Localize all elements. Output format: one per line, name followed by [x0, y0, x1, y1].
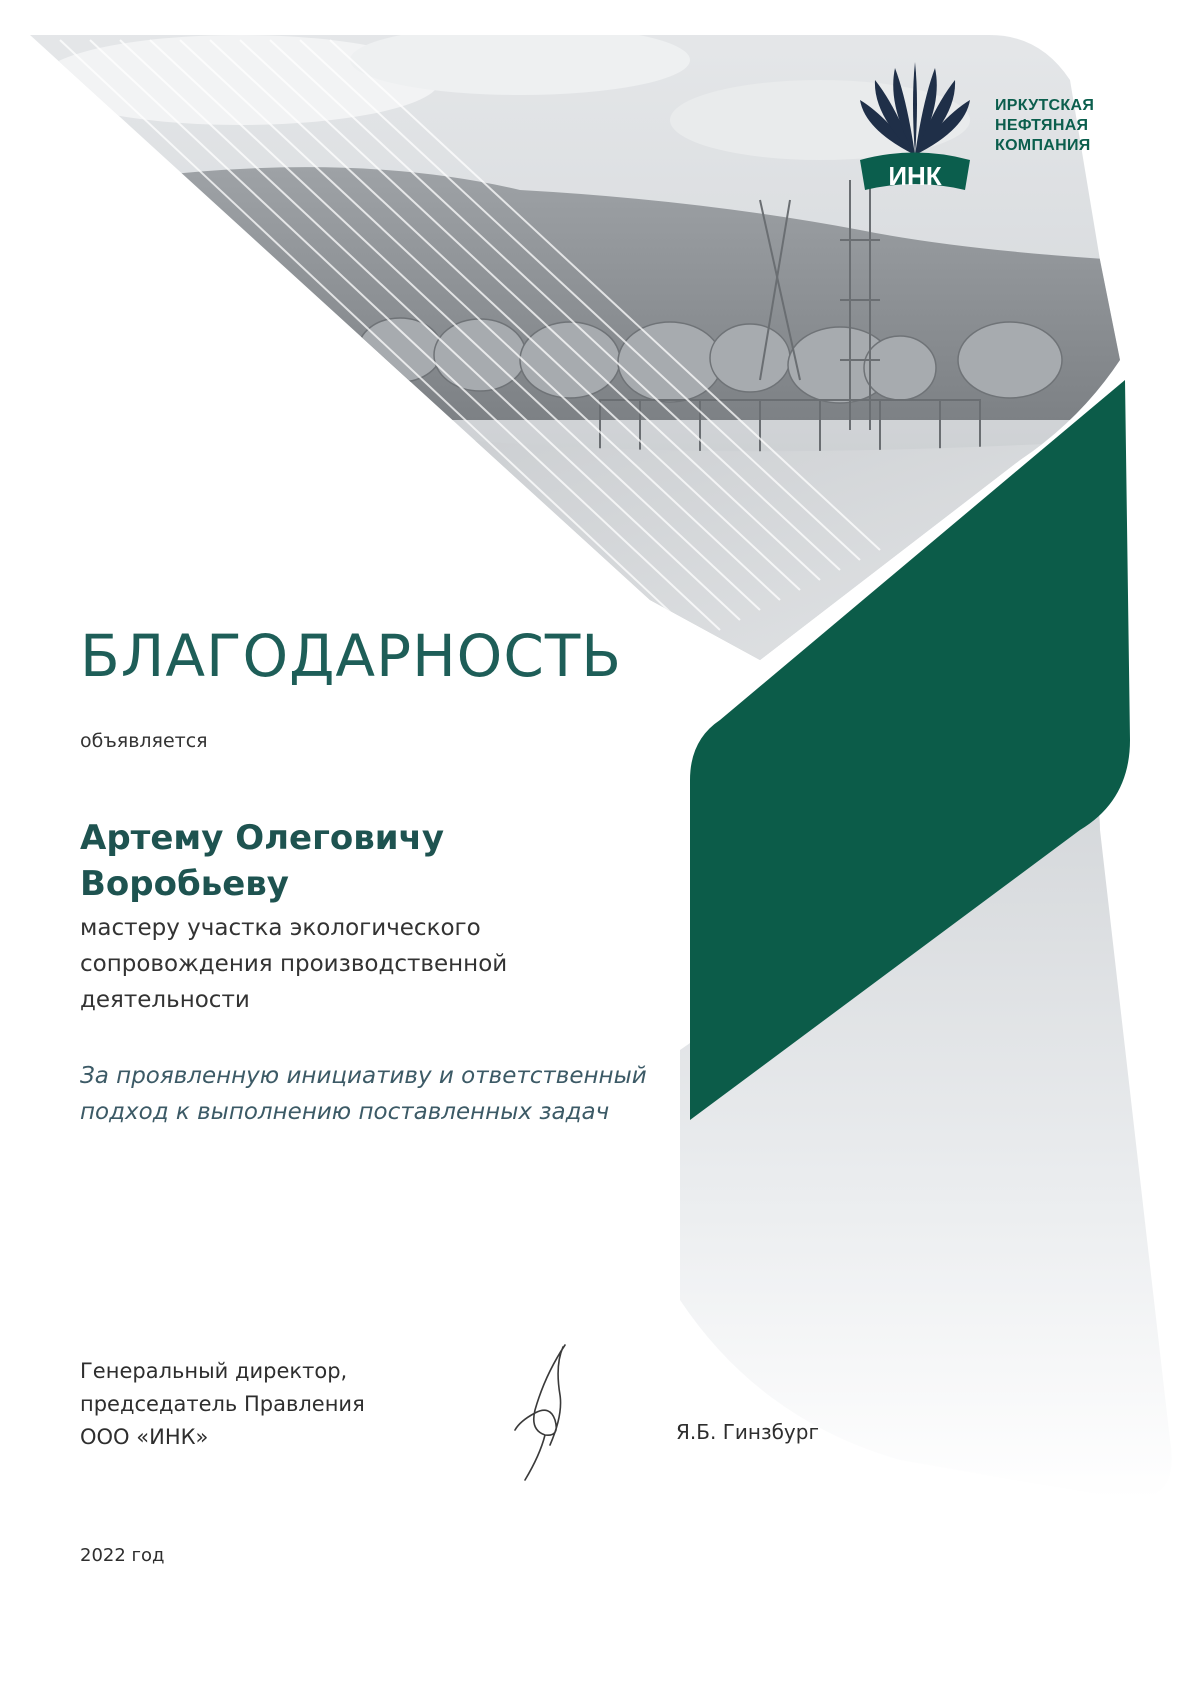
declared-text: объявляется — [80, 730, 208, 752]
reason-line-2: подход к выполнению поставленных задач — [80, 1099, 610, 1125]
recipient-name-line-1: Артему Олеговичу — [80, 818, 445, 858]
signatory-title-line-3: ООО «ИНК» — [80, 1425, 209, 1449]
company-name-line-3: КОМПАНИЯ — [995, 137, 1091, 154]
logo-abbr: ИНК — [888, 161, 942, 191]
company-name-line-1: ИРКУТСКАЯ — [995, 97, 1095, 114]
document-title: БЛАГОДАРНОСТЬ — [80, 622, 623, 690]
document-year: 2022 год — [80, 1545, 165, 1566]
position-line-2: сопровождения производственной — [80, 951, 508, 977]
signatory-title-line-2: председатель Правления — [80, 1392, 365, 1416]
reason-line-1: За проявленную инициативу и ответственный — [80, 1063, 647, 1089]
recipient-name-line-2: Воробьеву — [80, 864, 289, 904]
award-reason — [80, 1058, 680, 1130]
signatory-name: Я.Б. Гинзбург — [676, 1420, 819, 1444]
position-line-1: мастеру участка экологического — [80, 915, 481, 941]
signatory-title-line-1: Генеральный директор, — [80, 1359, 348, 1383]
company-name-line-2: НЕФТЯНАЯ — [995, 117, 1089, 134]
signatory-title — [80, 1355, 365, 1454]
recipient-position — [80, 910, 640, 1018]
logo-fan-icon — [855, 60, 975, 200]
position-line-3: деятельности — [80, 987, 250, 1013]
company-logo — [855, 60, 1115, 200]
handwritten-signature — [505, 1335, 595, 1485]
company-name — [995, 96, 1094, 156]
recipient-name — [80, 815, 444, 907]
